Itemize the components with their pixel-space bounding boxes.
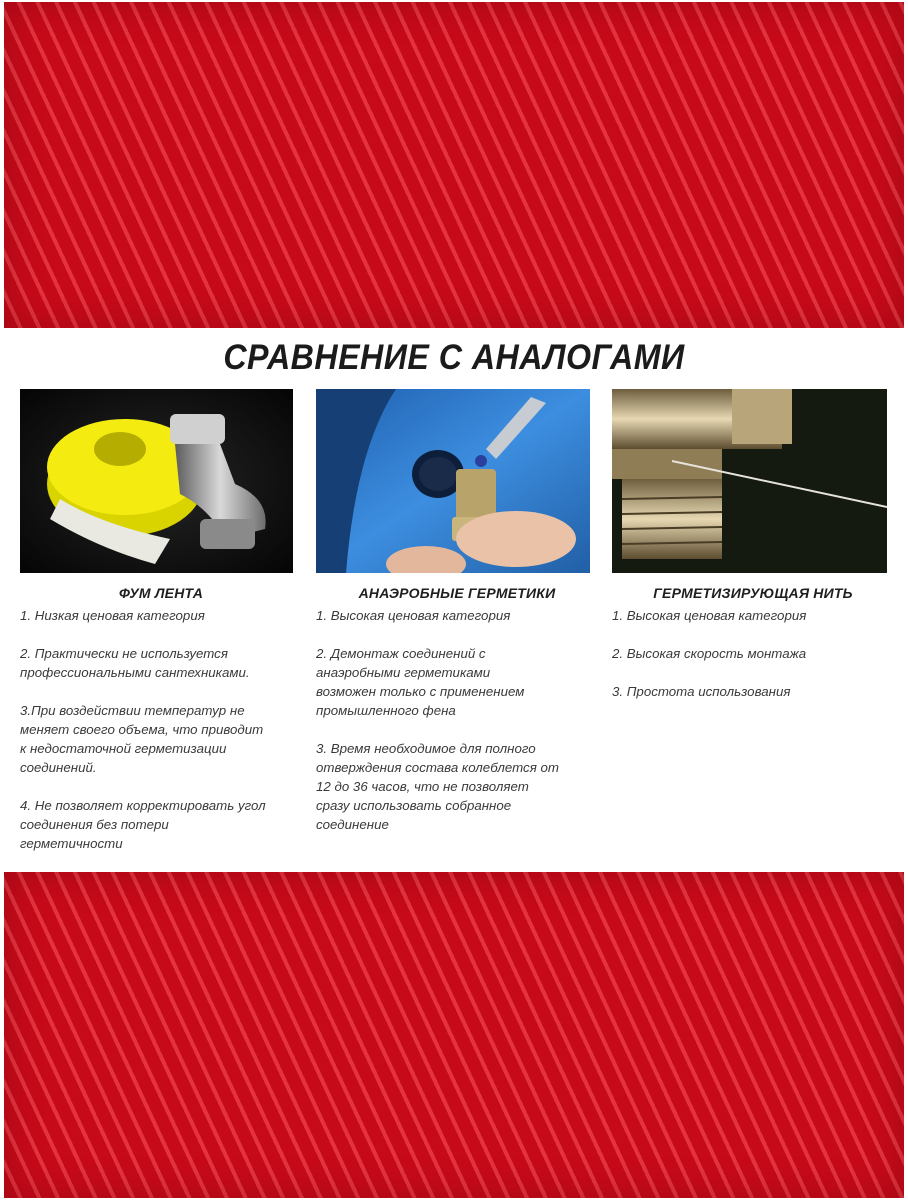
list-item: 2. Практически не используется профессиональными сантехниками. xyxy=(20,646,250,680)
bottom-stripe-banner xyxy=(4,872,904,1198)
anaerobic-sealant-photo xyxy=(316,389,590,573)
list-item: 1. Высокая ценовая категория xyxy=(316,608,511,623)
list-item: 4. Не позволяет корректировать угол соединения без потери герметичности xyxy=(20,798,266,851)
page-title: СРАВНЕНИЕ С АНАЛОГАМИ xyxy=(223,338,685,377)
anaerobic-sealant-heading: АНАЭРОБНЫЕ ГЕРМЕТИКИ xyxy=(358,585,556,601)
list-item: 3. Простота использования xyxy=(612,684,791,699)
ptfe-tape-heading: ФУМ ЛЕНТА xyxy=(118,585,204,601)
list-item: 3.При воздействии температур не меняет своего объема, что приводит к недостаточной герметизации соединений. xyxy=(20,703,264,775)
list-item: 2. Высокая скорость монтажа xyxy=(612,646,807,661)
anaerobic-sealant-column xyxy=(316,585,598,853)
list-item: 2. Демонтаж соединений с анаэробными герметиками возможен только с применением промышленного фена xyxy=(316,646,525,718)
ptfe-tape-photo xyxy=(20,389,293,573)
top-stripe-banner xyxy=(4,2,904,328)
list-item: 1. Высокая ценовая категория xyxy=(612,608,807,623)
sealing-thread-column xyxy=(612,585,894,720)
sealing-thread-photo xyxy=(612,389,887,573)
list-item: 3. Время необходимое для полного отверждения состава колеблется от 12 до 36 часов, что не позволяет сразу использовать собранное соединение xyxy=(316,741,559,832)
ptfe-tape-column xyxy=(20,585,302,872)
sealing-thread-heading: ГЕРМЕТИЗИРУЮЩАЯ НИТЬ xyxy=(653,585,853,601)
list-item: 1. Низкая ценовая категория xyxy=(20,608,205,623)
